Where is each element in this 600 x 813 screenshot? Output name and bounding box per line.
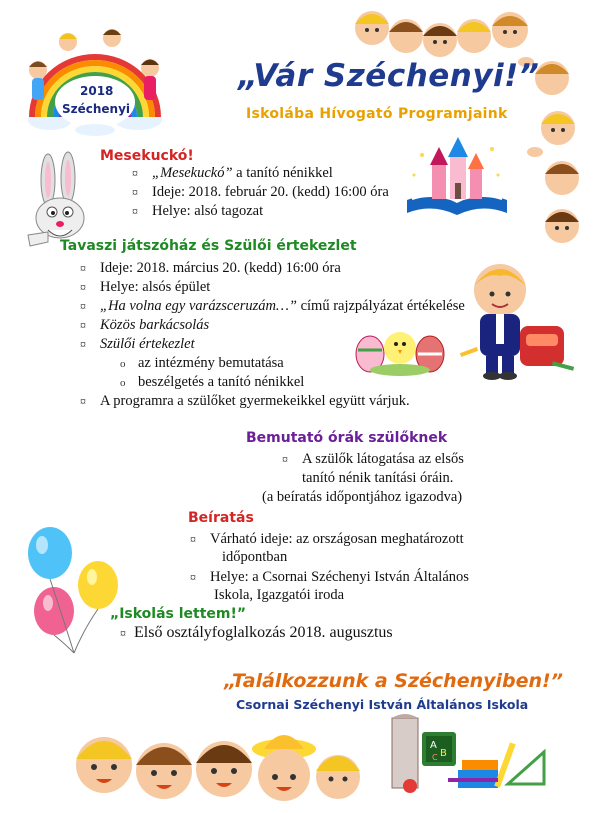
bullet-icon: ¤ <box>80 318 86 332</box>
iskolas-item: ¤ Első osztályfoglalkozás 2018. augusztus <box>120 624 393 641</box>
beiratas-item-1-cont: időpontban <box>222 549 288 565</box>
school-name: Csornai Széchenyi István Általános Iskola <box>236 697 529 712</box>
bullet-icon: ¤ <box>80 394 86 408</box>
bullet-icon: ¤ <box>80 299 86 313</box>
bullet-icon: ¤ <box>132 166 138 180</box>
tavaszi-item-5: ¤ Szülői értekezlet <box>80 336 195 352</box>
tavaszi-item-1: ¤ Ideje: 2018. március 20. (kedd) 16:00 óra <box>80 260 341 276</box>
rainbow-kids-badge-illustration <box>20 22 170 137</box>
tavaszi-closing-item: ¤ A programra a szülőket gyermekeikkel együtt várjuk. <box>80 393 410 409</box>
school-supplies-illustration <box>388 712 548 797</box>
balloons-illustration <box>22 525 122 655</box>
page-title: „Vár Széchenyi!” <box>238 58 540 94</box>
bemutato-heading: Bemutató órák szülőknek <box>246 430 448 446</box>
bullet-icon: ¤ <box>80 261 86 275</box>
castle-book-illustration <box>402 135 512 220</box>
bullet-icon: ¤ <box>190 570 196 584</box>
svg-text:A: A <box>430 740 437 751</box>
bemutato-line-2: tanító nénik tanítási óráin. <box>302 470 454 486</box>
beiratas-heading: Beíratás <box>188 510 254 526</box>
tavaszi-subitem-1: o az intézmény bemutatása <box>120 355 284 371</box>
sub-bullet-icon: o <box>120 377 126 389</box>
sub-bullet-icon: o <box>120 358 126 370</box>
mesekucko-item-3: ¤ Helye: alsó tagozat <box>132 203 264 219</box>
kids-border-illustration <box>320 0 600 260</box>
bullet-icon: ¤ <box>80 337 86 351</box>
tavaszi-heading: Tavaszi játszóház és Szülői értekezlet <box>60 238 357 254</box>
tavaszi-item-4: ¤ Közös barkácsolás <box>80 317 210 333</box>
badge-name: Széchenyi <box>62 102 131 116</box>
bullet-icon: ¤ <box>132 204 138 218</box>
bullet-icon: ¤ <box>80 280 86 294</box>
bullet-icon: ¤ <box>190 532 196 546</box>
bullet-icon: ¤ <box>120 626 126 640</box>
mesekucko-item-1: ¤ „Mesekuckó” a tanító nénikkel <box>132 165 333 181</box>
beiratas-item-2-cont: Iskola, Igazgatói iroda <box>214 587 345 603</box>
tavaszi-item-2: ¤ Helye: alsós épület <box>80 279 211 295</box>
kids-row-illustration <box>64 715 364 813</box>
tavaszi-subitem-2: o beszélgetés a tanító nénikkel <box>120 374 305 390</box>
beiratas-item-2: ¤ Helye: a Csornai Széchenyi István Általános <box>190 569 469 585</box>
svg-text:B: B <box>440 748 447 759</box>
page-subtitle: Iskolába Hívogató Programjaink <box>246 106 508 122</box>
svg-text:C: C <box>432 753 438 762</box>
boy-schoolbag-illustration <box>440 250 590 385</box>
mesekucko-heading: Mesekuckó! <box>100 148 194 164</box>
tavaszi-item-3: ¤ „Ha volna egy varázsceruzám…” című rajzpályázat értékelése <box>80 298 465 314</box>
bullet-icon: ¤ <box>132 185 138 199</box>
bemutato-line-1: ¤ A szülők látogatása az elsős <box>282 451 464 467</box>
iskolas-heading: „Iskolás lettem!” <box>110 606 247 622</box>
badge-year: 2018 <box>80 84 114 98</box>
mesekucko-item-2: ¤ Ideje: 2018. február 20. (kedd) 16:00 óra <box>132 184 389 200</box>
bemutato-line-3: (a beíratás időpontjához igazodva) <box>262 489 463 505</box>
beiratas-item-1: ¤ Várható ideje: az országosan meghatározott <box>190 531 464 547</box>
easter-eggs-illustration <box>352 318 452 378</box>
bullet-icon: ¤ <box>282 452 288 466</box>
closing-slogan: „Találkozzunk a Széchenyiben!” <box>224 670 563 692</box>
